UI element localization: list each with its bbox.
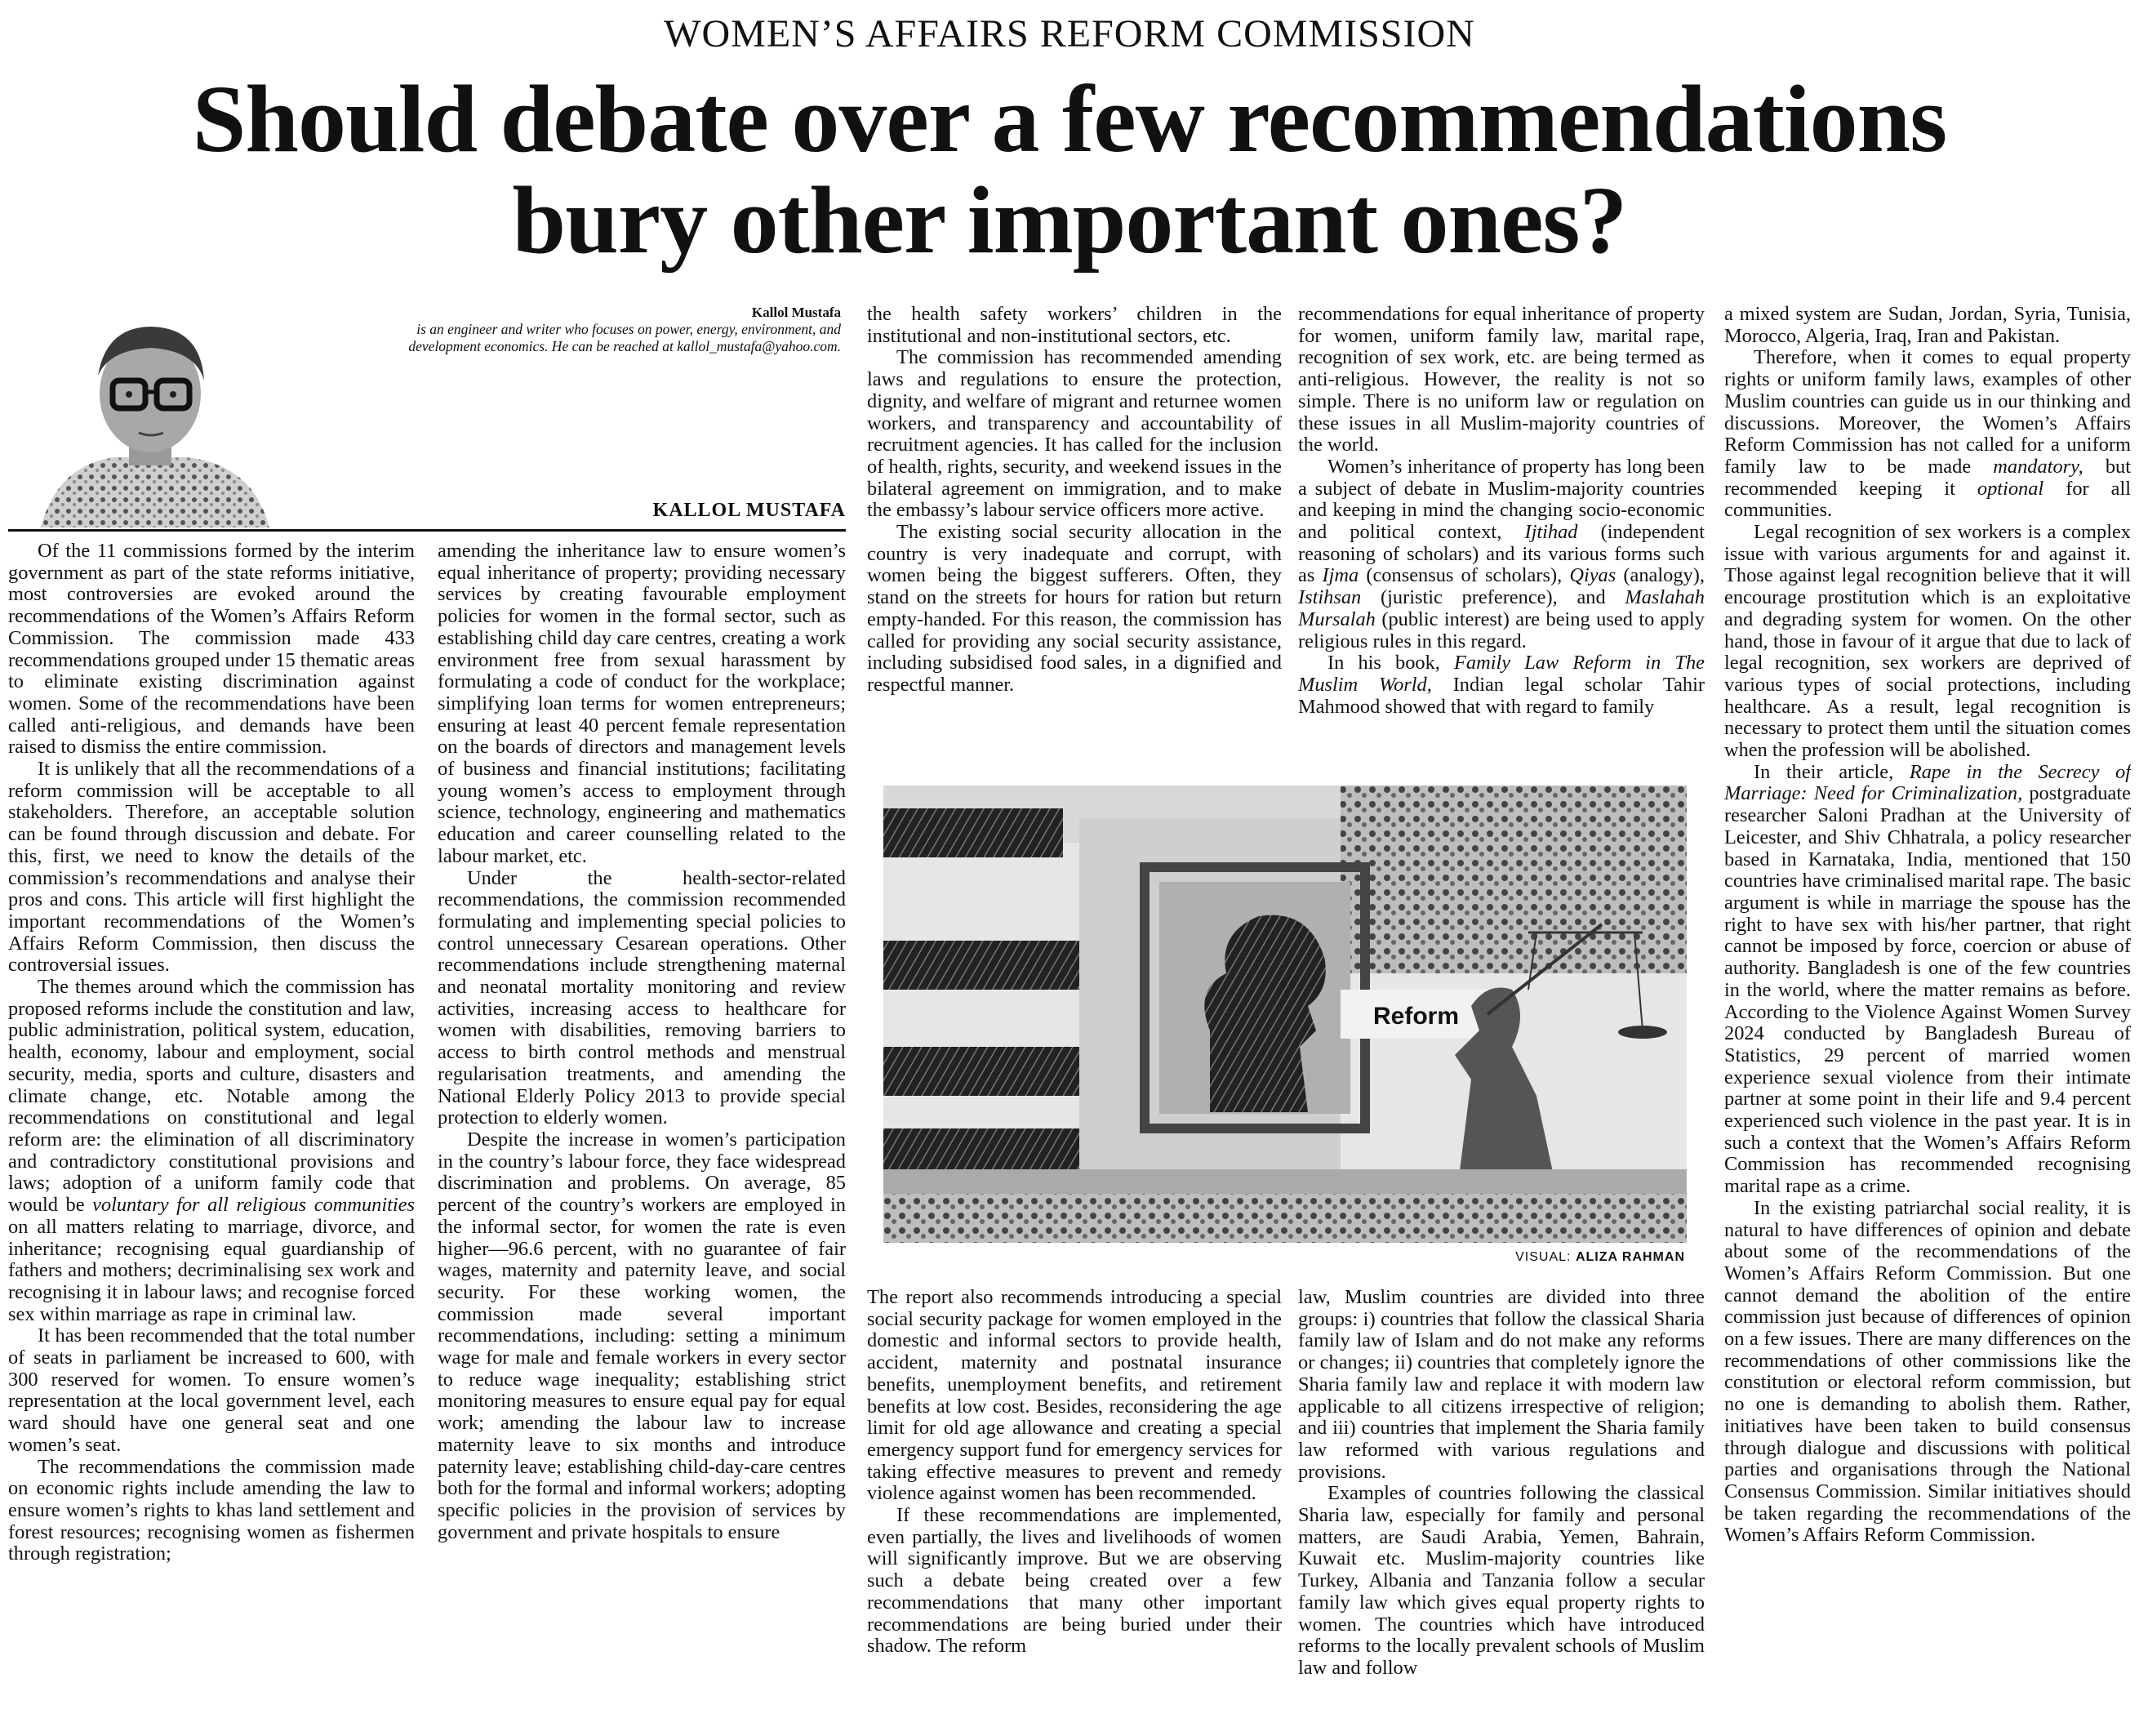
- paragraph: Examples of countries following the classical Sharia law, especially for family and personal matters, are Saudi Arabia, Yemen, Bahrain, Kuwait etc. Muslim-majority countries like Turkey, Albania and Tanzania follow a secular family law which gives equal property rights to women. The countries which have introduced reforms to the locally prevalent schools of Muslim law and follow: [1298, 1482, 1705, 1679]
- paragraph: [1298, 456, 1705, 652]
- text-run: The themes around which the commission has proposed reforms include the constitution and law, public administration, political system, education, health, economy, labour and employment, social security, media, sports and culture, disasters and climate change, etc. Notable among the recommendations on constitutional and legal reform are: the elimination of all discriminatory and contradictory constitutional provisions and laws; adoption of a uniform family code that would be: [8, 976, 415, 1217]
- text-run: (analogy),: [1623, 564, 1705, 587]
- collage-image: [883, 786, 1687, 1243]
- text-run: In his book,: [1327, 652, 1440, 674]
- article-column-4-top: [1298, 304, 1705, 786]
- text-run: on all matters relating to marriage, divorce, and inheritance; recognising equal guardianship of fathers and mothers; decriminalising sex work and recognising it in labour laws; and recognise forced sex within marriage as rape in criminal law.: [8, 1215, 415, 1325]
- credit-prefix: VISUAL:: [1515, 1250, 1572, 1264]
- paragraph: law, Muslim countries are divided into three groups: i) countries that follow the classical Sharia family law of Islam and do not make any reforms or changes; ii) countries that completely ignore the Sharia family law and replace it with modern law applicable to all citizens irrespective of religion; and iii) countries that implement the Sharia family law reformed with various regulations and provisions.: [1298, 1287, 1705, 1483]
- text-run: (independent reasoning of scholars) and its various forms such as: [1298, 521, 1705, 587]
- paragraph: The recommendations the commission made on economic rights include amending the law to ensure women’s rights to khas land settlement and forest resources; recognising women as fishermen through registration;: [8, 1455, 415, 1565]
- image-credit: [1292, 1250, 1685, 1265]
- article-column-4-bottom: [1298, 1287, 1705, 1734]
- text-run: In their article,: [1754, 760, 1894, 783]
- text-run: for all communities.: [1724, 477, 2131, 522]
- text-run: postgraduate researcher Saloni Pradhan at the University of Leicester, and Shiv Chhatrala, a policy researcher based in Karnataka, India, mentioned that 150 countries have criminalised marital rape. The basic argument is while in marriage the spouse has the right to have sex with his/her partner, that right cannot be imposed by force, coercion or abuse of authority. Bangladesh is one of the few countries in the world, where the matter remains as before. According to the Violence Against Women Survey 2024 conducted by Bangladesh Bureau of Statistics, 29 percent of married women experience sexual violence from their intimate partner at some point in their life and 9.4 percent experienced such violence in the past year. It is in such a context that the Women’s Affairs Reform Commission has recommended recognising marital rape as a crime.: [1724, 782, 2131, 1198]
- headline: [0, 65, 2139, 274]
- paragraph: [1724, 762, 2131, 1198]
- paragraph: Of the 11 commissions formed by the interim government as part of the state reforms initiative, most controversies are evoked around the recommendations of the Women’s Affairs Reform Commission. The commission made 433 recommendations grouped under 15 thematic areas to eliminate existing discrimination against women. Some of the recommendations have been called anti-religious, and demands have been raised to dismiss the entire commission.: [8, 541, 415, 759]
- text-run: (consensus of scholars),: [1366, 564, 1563, 587]
- article-column-3-bottom: [867, 1287, 1282, 1734]
- byline: KALLOL MUSTAFA: [652, 500, 846, 521]
- text-run: (juristic preference), and: [1381, 586, 1606, 609]
- paragraph: It is unlikely that all the recommendations of a reform commission will be acceptable to all stakeholders. Therefore, an acceptable solution can be found through discussion and debate. For this, first, we need to know the details of the commission’s recommendations and analyse their pros and cons. This article will first highlight the important recommendations of the Women’s Affairs Reform Commission, then discuss the controversial issues.: [8, 758, 415, 977]
- emphasis: voluntary for all religious communities: [92, 1194, 415, 1217]
- illustration-reform-label: Reform: [1373, 1003, 1460, 1030]
- article-column-3-top: [867, 304, 1282, 786]
- article-column-2: [438, 541, 846, 1733]
- emphasis: Istihsan: [1298, 586, 1362, 609]
- text-run: Women’s inheritance of property has long been a subject of debate in Muslim-majority countries and keeping in mind the changing socio-economic and political context,: [1298, 455, 1705, 544]
- author-photo: [8, 302, 294, 527]
- paragraph: [1724, 347, 2131, 522]
- emphasis: Ijma: [1322, 564, 1359, 587]
- text-run: (public interest) are being used to apply religious rules in this regard.: [1298, 608, 1705, 652]
- paragraph: [1298, 652, 1705, 718]
- credit-name: ALIZA RAHMAN: [1575, 1250, 1685, 1264]
- text-run: but recommended keeping it: [1724, 455, 2131, 500]
- byline-rule: [8, 529, 846, 532]
- text-run: Therefore, when it comes to equal property rights or uniform family laws, examples of other Muslim countries can guide us in our thinking and discussions. Moreover, the Women’s Affairs Reform Commission has not called for a uniform family law to be made: [1724, 346, 2131, 478]
- paragraph: [8, 977, 415, 1325]
- paragraph: The report also recommends introducing a special social security package for women employed in the domestic and informal sectors to provide health, accident, maternity and postnatal insurance benefits, unemployment benefits, and retirement benefits at low cost. Besides, reconsidering the age limit for old age allowance and creating a special emergency support fund for emergency services for taking effective measures to prevent and remedy violence against women has been recommended.: [867, 1287, 1282, 1505]
- paragraph: amending the inheritance law to ensure women’s equal inheritance of property; providing necessary services by creating favourable employment policies for women in the formal sector, such as establishing child day care centres, creating a work environment free from sexual harassment by formulating a code of conduct for the workplace; simplifying loan terms for women entrepreneurs; ensuring at least 40 percent female representation on the boards of directors and management levels of business and financial institutions; facilitating young women’s access to employment through science, technology, engineering and mathematics education and career counselling related to the labour market, etc.: [438, 541, 846, 867]
- author-info: [367, 304, 841, 355]
- paragraph: In the existing patriarchal social reality, it is natural to have differences of opinion and debate about some of the recommendations of the Women’s Affairs Reform Commission. But one cannot demand the abolition of the entire commission just because of differences of opinion on a few issues. There are many differences on the recommendations of other commissions like the constitution or electoral reform commission, but no one is demanding to abolish them. Rather, initiatives have been taken to build consensus through dialogue and discussions with political parties and organisations through the National Consensus Commission. Similar initiatives should be taken regarding the recommendations of the Women’s Affairs Reform Commission.: [1724, 1196, 2131, 1547]
- article-illustration: [883, 786, 1687, 1243]
- section-kicker: WOMEN’S AFFAIRS REFORM COMMISSION: [664, 12, 1475, 56]
- author-name: Kallol Mustafa: [751, 305, 841, 320]
- paragraph: a mixed system are Sudan, Jordan, Syria, Tunisia, Morocco, Algeria, Iraq, Iran and Pakistan.: [1724, 304, 2131, 347]
- emphasis: Qiyas: [1569, 564, 1616, 587]
- emphasis: mandatory,: [1993, 455, 2083, 478]
- paragraph: the health safety workers’ children in the institutional and non-institutional sectors, etc.: [867, 304, 1282, 347]
- paragraph: The commission has recommended amending laws and regulations to ensure the protection, dignity, and welfare of migrant and returnee women workers, and transparency and accountability of recruitment agencies. It has called for the inclusion of health, rights, security, and weekend issues in the bilateral agreement on immigration, and to make the embassy’s labour service officers more active.: [867, 346, 1282, 522]
- paragraph: recommendations for equal inheritance of property for women, uniform family law, marital rape, recognition of sex work, etc. are being termed as anti-religious. However, the reality is not so simple. There is no uniform law or regulation on these issues in all Muslim-majority countries of the world.: [1298, 304, 1705, 456]
- author-bio: is an engineer and writer who focuses on power, energy, environment, and development economics. He can be reached at kallol_mustafa@yahoo.com.: [408, 321, 841, 354]
- paragraph: Under the health-sector-related recommendations, the commission recommended formulating and implementing special policies to control unnecessary Cesarean operations. Other recommendations include strengthening maternal and neonatal mortality monitoring and review activities, increasing access to healthcare for women with disabilities, removing barriers to access to birth control methods and menstrual regularisation treatments, and amending the National Elderly Policy 2013 to provide special protection to elderly women.: [438, 866, 846, 1129]
- paragraph: If these recommendations are implemented, even partially, the lives and livelihoods of women will significantly improve. But we are observing such a debate being created over a few recommendations that many other important recommendations are being buried under their shadow. The reform: [867, 1504, 1282, 1658]
- text-run: Indian legal scholar Tahir Mahmood showed that with regard to family: [1298, 673, 1705, 718]
- headline-line-2: bury other important ones?: [512, 167, 1627, 274]
- headline-line-1: Should debate over a few recommendations: [192, 65, 1947, 172]
- emphasis: Rape in the Secrecy of Marriage: Need for Criminalization,: [1724, 760, 2131, 805]
- article-column-1: [8, 541, 415, 1733]
- author-portrait: [8, 302, 294, 527]
- paragraph: Despite the increase in women’s participation in the country’s labour force, they face widespread discrimination and problems. On average, 85 percent of the country’s workers are employed in the informal sector, for women the rate is even higher—96.6 percent, with no guarantee of fair wages, maternity and paternity leave, and social security. For these working women, the commission made several important recommendations, including: setting a minimum wage for male and female workers in every sector to reduce wage inequality; establishing strict monitoring measures to ensure equal pay for equal work; amending the labour law to increase maternity leave to six months and introduce paternity leave; establishing child-day-care centres both for the formal and informal workers; adopting specific policies in the provision of services by government and private hospitals to ensure: [438, 1128, 846, 1543]
- emphasis: Maslahah Mursalah: [1298, 586, 1705, 630]
- paragraph: The existing social security allocation in the country is very inadequate and corrupt, with women being the biggest sufferers. Often, they stand on the streets for hours for ration but return empty-handed. For this reason, the commission has called for providing any social security assistance, including subsidised food sales, in a dignified and respectful manner.: [867, 521, 1282, 696]
- emphasis: Family Law Reform in The Muslim World,: [1298, 652, 1705, 696]
- paragraph: It has been recommended that the total number of seats in parliament be increased to 600, with 300 reserved for women. To ensure women’s representation at the local government level, each ward should have one general seat and one women’s seat.: [8, 1324, 415, 1456]
- article-column-5: [1724, 304, 2131, 1733]
- paragraph: Legal recognition of sex workers is a complex issue with various arguments for and against it. Those against legal recognition believe that it will encourage prostitution which is an exploitative and degrading system for women. On the other hand, those in favour of it argue that due to lack of legal recognition, sex workers are deprived of various types of social protections, including healthcare. As a result, legal recognition is necessary to protect them until the situation comes when the profession will be abolished.: [1724, 521, 2131, 762]
- emphasis: Ijtihad: [1524, 521, 1578, 544]
- emphasis: optional: [1977, 477, 2044, 500]
